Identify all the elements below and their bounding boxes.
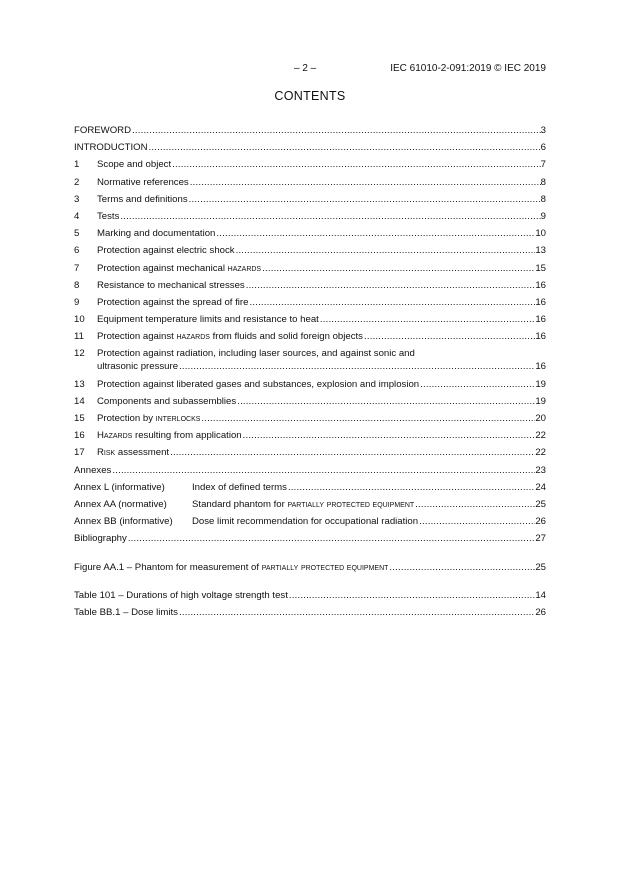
toc-entry-label: Figure AA.1 – Phantom for measurement of partially protected equipment — [74, 561, 389, 573]
toc-entry-page: 7 — [540, 159, 546, 171]
annex-tag: Annex AA (normative) — [74, 498, 167, 510]
clause-number: 17 — [74, 447, 85, 459]
clause-number: 6 — [74, 245, 80, 257]
toc-entry-page: 3 — [540, 125, 546, 136]
toc-entry-clause-3[interactable] — [74, 193, 546, 206]
toc-entry-label: Hazards resulting from application — [97, 430, 242, 442]
toc-entry-clause-9[interactable] — [74, 296, 546, 309]
toc-entry-label-line-1: Protection against radiation, including laser sources, and against sonic and — [97, 348, 415, 360]
leader-dots — [189, 176, 541, 189]
toc-entry-page: 13 — [535, 245, 546, 257]
toc-entry-clause-14[interactable] — [74, 395, 546, 408]
leader-dots — [319, 313, 535, 326]
leader-dots — [111, 464, 535, 477]
toc-entry-label: Equipment temperature limits and resistance to heat — [97, 314, 319, 326]
toc-entry-page: 6 — [540, 142, 546, 154]
toc-entry-label: Bibliography — [74, 533, 127, 545]
clause-number: 8 — [74, 279, 80, 291]
toc-entry-clause-10[interactable] — [74, 313, 546, 326]
defined-term: hazards — [176, 331, 210, 343]
toc-entry-clause-1[interactable] — [74, 158, 546, 171]
toc-entry-annexes[interactable] — [74, 464, 546, 477]
toc-entry-page: 16 — [535, 314, 546, 326]
toc-entry-page: 26 — [535, 516, 546, 528]
leader-dots — [236, 395, 535, 408]
leader-dots — [242, 429, 536, 442]
toc-entry-label: Standard phantom for partially protected equipment — [192, 498, 415, 510]
toc-entry-page: 25 — [535, 561, 546, 573]
leader-dots — [388, 561, 535, 574]
toc-entry-label: Protection against liberated gases and substances, explosion and implosion — [97, 378, 420, 390]
clause-number: 9 — [74, 296, 80, 308]
leader-dots — [248, 296, 535, 309]
leader-dots — [245, 279, 536, 292]
toc-entry-clause-13[interactable] — [74, 378, 546, 391]
toc-entry-label: Index of defined terms — [192, 481, 287, 493]
toc-entry-label: Tests — [97, 210, 120, 222]
toc-entry-page: 20 — [535, 413, 546, 424]
clause-number: 3 — [74, 193, 80, 205]
clause-number: 16 — [74, 430, 85, 442]
leader-dots — [288, 589, 535, 602]
toc-entry-clause-17[interactable] — [74, 446, 546, 459]
toc-entry-page: 8 — [540, 193, 546, 205]
leader-dots — [169, 446, 535, 459]
toc-entry-label: Annexes — [74, 464, 112, 476]
toc-entry-page: 10 — [535, 228, 546, 240]
clause-number: 4 — [74, 210, 80, 222]
defined-term: Hazards — [97, 430, 133, 442]
clause-number: 12 — [74, 348, 85, 360]
toc-entry-page: 19 — [535, 395, 546, 407]
toc-entry-clause-15[interactable] — [74, 412, 546, 425]
toc-entry-page: 16 — [535, 279, 546, 291]
defined-term: hazards — [227, 262, 262, 274]
clause-number: 10 — [74, 314, 85, 326]
defined-term: interlocks — [155, 413, 201, 424]
toc-entry-page: 24 — [535, 481, 546, 493]
clause-number: 2 — [74, 176, 80, 188]
toc-entry-label: Resistance to mechanical stresses — [97, 279, 245, 291]
toc-entry-label: Scope and object — [97, 159, 172, 171]
toc-entry-clause-5[interactable] — [74, 227, 546, 240]
toc-entry-clause-7[interactable] — [74, 262, 546, 275]
section-spacer — [74, 578, 546, 589]
leader-dots — [171, 158, 541, 171]
leader-dots — [200, 412, 535, 425]
clause-number: 1 — [74, 159, 80, 171]
toc-entry-label: INTRODUCTION — [74, 142, 148, 154]
leader-dots — [127, 532, 536, 545]
annex-tag: Annex L (informative) — [74, 481, 165, 493]
toc-entry-label: Risk assessment — [97, 447, 170, 459]
toc-entry-label: FOREWORD — [74, 125, 132, 136]
toc-entry-clause-11[interactable] — [74, 330, 546, 343]
leader-dots — [287, 481, 535, 494]
leader-dots — [119, 210, 540, 223]
standard-reference: IEC 61010-2-091:2019 © IEC 2019 — [390, 63, 546, 74]
toc-entry-table-bb1[interactable] — [74, 606, 546, 619]
toc-entry-table-101[interactable] — [74, 589, 546, 602]
toc-entry-clause-12[interactable] — [74, 347, 546, 373]
leader-dots — [178, 606, 535, 619]
page-header — [0, 63, 620, 77]
toc-entry-clause-2[interactable] — [74, 176, 546, 189]
toc-entry-label — [97, 347, 546, 373]
toc-entry-foreword[interactable] — [74, 124, 546, 137]
toc-entry-annex-l[interactable] — [74, 481, 546, 494]
toc-entry-figure-aa1[interactable] — [74, 561, 546, 574]
defined-term: Risk — [97, 447, 116, 459]
leader-dots — [188, 193, 541, 206]
page-title: CONTENTS — [274, 89, 346, 103]
toc-entry-annex-aa[interactable] — [74, 498, 546, 511]
toc-entry-introduction[interactable] — [74, 141, 546, 154]
toc-entry-label: Marking and documentation — [97, 228, 216, 240]
leader-dots — [418, 515, 535, 528]
toc-entry-page: 23 — [535, 464, 546, 476]
toc-entry-page: 16 — [535, 331, 546, 343]
toc-entry-page: 15 — [535, 262, 546, 274]
toc-entry-label: Normative references — [97, 176, 189, 188]
leader-dots — [414, 498, 535, 511]
toc-entry-label: Protection against hazards from fluids and solid foreign objects — [97, 331, 363, 343]
defined-term: partially protected equipment — [261, 561, 389, 573]
toc-entry-annex-bb[interactable] — [74, 515, 546, 528]
toc-entry-label-line-2: ultrasonic pressure — [97, 361, 179, 373]
toc-entry-label: Terms and definitions — [97, 193, 188, 205]
toc-entry-label: Protection against the spread of fire — [97, 296, 249, 308]
toc-entry-label: Dose limit recommendation for occupational radiation — [192, 516, 419, 528]
table-of-contents — [74, 124, 546, 623]
leader-dots — [419, 378, 535, 391]
section-spacer — [74, 550, 546, 561]
toc-entry-page: 27 — [535, 533, 546, 545]
leader-dots — [363, 330, 535, 343]
leader-dots — [215, 227, 535, 240]
toc-entry-page: 8 — [540, 176, 546, 188]
toc-entry-clause-6[interactable] — [74, 244, 546, 257]
toc-entry-label: Table BB.1 – Dose limits — [74, 606, 178, 618]
toc-entry-label: Components and subassemblies — [97, 395, 237, 407]
clause-number: 11 — [74, 331, 84, 343]
toc-entry-label: Table 101 – Durations of high voltage strength test — [74, 589, 288, 601]
toc-entry-page: 26 — [535, 606, 546, 618]
toc-entry-page: 14 — [535, 589, 546, 601]
clause-number: 13 — [74, 378, 85, 390]
toc-entry-clause-8[interactable] — [74, 279, 546, 292]
toc-entry-page: 25 — [535, 498, 546, 510]
leader-dots — [178, 360, 535, 373]
toc-entry-page: 16 — [535, 296, 546, 308]
clause-number: 7 — [74, 262, 80, 274]
toc-entry-clause-4[interactable] — [74, 210, 546, 223]
toc-entry-label: Protection against electric shock — [97, 245, 235, 257]
clause-number: 14 — [74, 395, 85, 407]
toc-entry-page: 9 — [540, 210, 546, 222]
toc-entry-page: 22 — [535, 430, 546, 442]
toc-entry-page: 22 — [535, 447, 546, 459]
defined-term: partially protected equipment — [287, 498, 415, 510]
toc-entry-page: 16 — [535, 361, 546, 373]
toc-entry-bibliography[interactable] — [74, 532, 546, 545]
toc-entry-page: 19 — [535, 378, 546, 390]
toc-entry-label: Protection against mechanical hazards — [97, 262, 262, 274]
clause-number: 5 — [74, 228, 80, 240]
leader-dots — [131, 124, 541, 137]
annex-tag: Annex BB (informative) — [74, 516, 173, 528]
toc-entry-clause-16[interactable] — [74, 429, 546, 442]
leader-dots — [261, 262, 535, 275]
page-number: – 2 – — [294, 63, 317, 74]
clause-number: 15 — [74, 413, 85, 424]
toc-entry-label: Protection by interlocks — [97, 413, 201, 424]
leader-dots — [148, 141, 541, 154]
leader-dots — [235, 244, 536, 257]
